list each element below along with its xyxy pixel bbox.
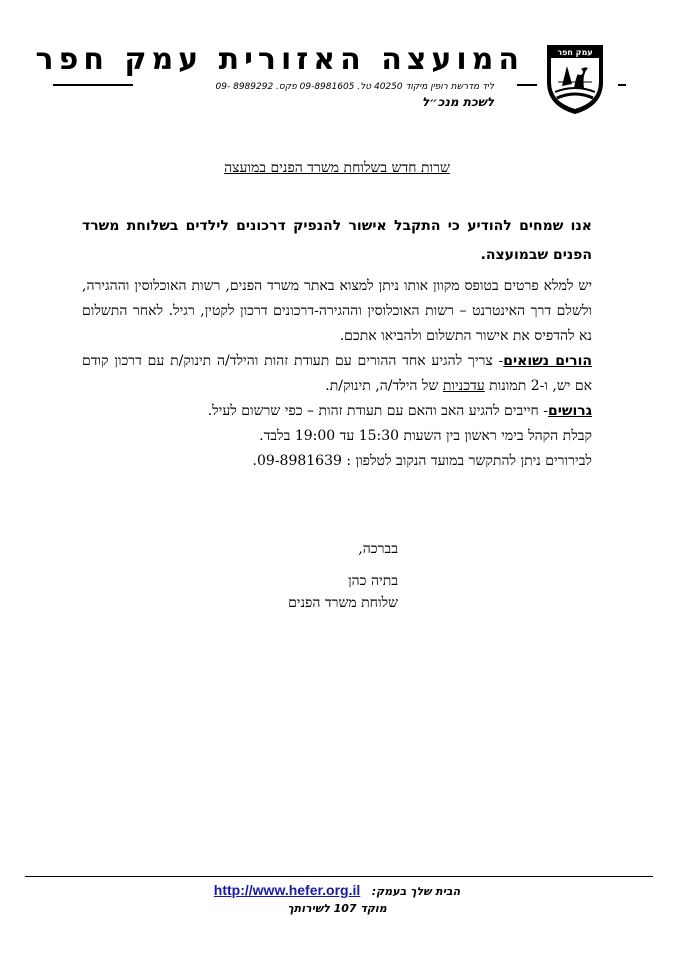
married-text-a: - צריך להגיע אחד ההורים עם תעודת זהות והילד/ה תינוק/ת עם דרכון קודם אם יש, ו-2 תמונות <box>82 353 592 394</box>
married-text-b: של הילד/ה, תינוק/ת. <box>325 378 443 394</box>
signer-name: בתיה כהן <box>348 573 398 589</box>
signer-role: שלוחת משרד הפנים <box>288 595 398 611</box>
council-emblem-icon <box>544 42 606 116</box>
divorced-text: - חייבים להגיע האב והאם עם תעודת זהות – כפי שרשום לעיל. <box>207 403 549 419</box>
divorced-label: גרושים <box>548 403 592 419</box>
footer-line <box>0 882 674 898</box>
contact-line: ליד מדרשת רופין מיקוד 40250 טל. 09-8981605 פקס. 8989292 -09 <box>215 82 494 92</box>
signature-block <box>198 538 398 614</box>
hotline-line: מוקד 107 לשירותך <box>287 902 387 915</box>
letter-body <box>82 212 592 474</box>
footer-tagline: הבית שלך בעמק: <box>371 885 461 898</box>
letter-subject: שרות חדש בשלוחת משרד הפנים במועצה <box>224 160 450 176</box>
married-updated: עדכניות <box>442 378 485 394</box>
inquiries-paragraph: לבירורים ניתן להתקשר במועד הנקוב לטלפון : 09-8981639. <box>252 453 592 469</box>
footer-rule <box>25 876 653 877</box>
header-rule-far <box>618 84 626 86</box>
office-line: לשכת מנכ״ל <box>421 95 494 109</box>
divorced-paragraph <box>82 399 592 424</box>
married-paragraph <box>82 349 592 399</box>
instructions-paragraph: יש למלא פרטים בטופס מקוון אותו ניתן למצוא באתר משרד הפנים, רשות האוכלוסין וההגירה, ולשלם דרך האינטרנט – רשות האוכלוסין וההגירה-דרכונים דרכון לקטין, רגיל. לאחר התשלום נא להדפיס את אישור התשלום ולהביאו אתכם. <box>82 278 592 344</box>
greeting: בברכה, <box>358 541 398 557</box>
lead-paragraph: אנו שמחים להודיע כי התקבל אישור להנפיק דרכונים לילדים בשלוחת משרד הפנים שבמועצה. <box>82 218 592 263</box>
website-link[interactable]: http://www.hefer.org.il <box>213 882 361 898</box>
header-rule-right <box>517 84 537 86</box>
org-title: המועצה האזורית עמק חפר <box>35 42 524 77</box>
logo-text: עמק חפר <box>557 48 593 57</box>
hours-paragraph: קבלת הקהל בימי ראשון בין השעות 15:30 עד 19:00 בלבד. <box>259 428 592 444</box>
married-label: הורים נשואים <box>503 353 592 369</box>
